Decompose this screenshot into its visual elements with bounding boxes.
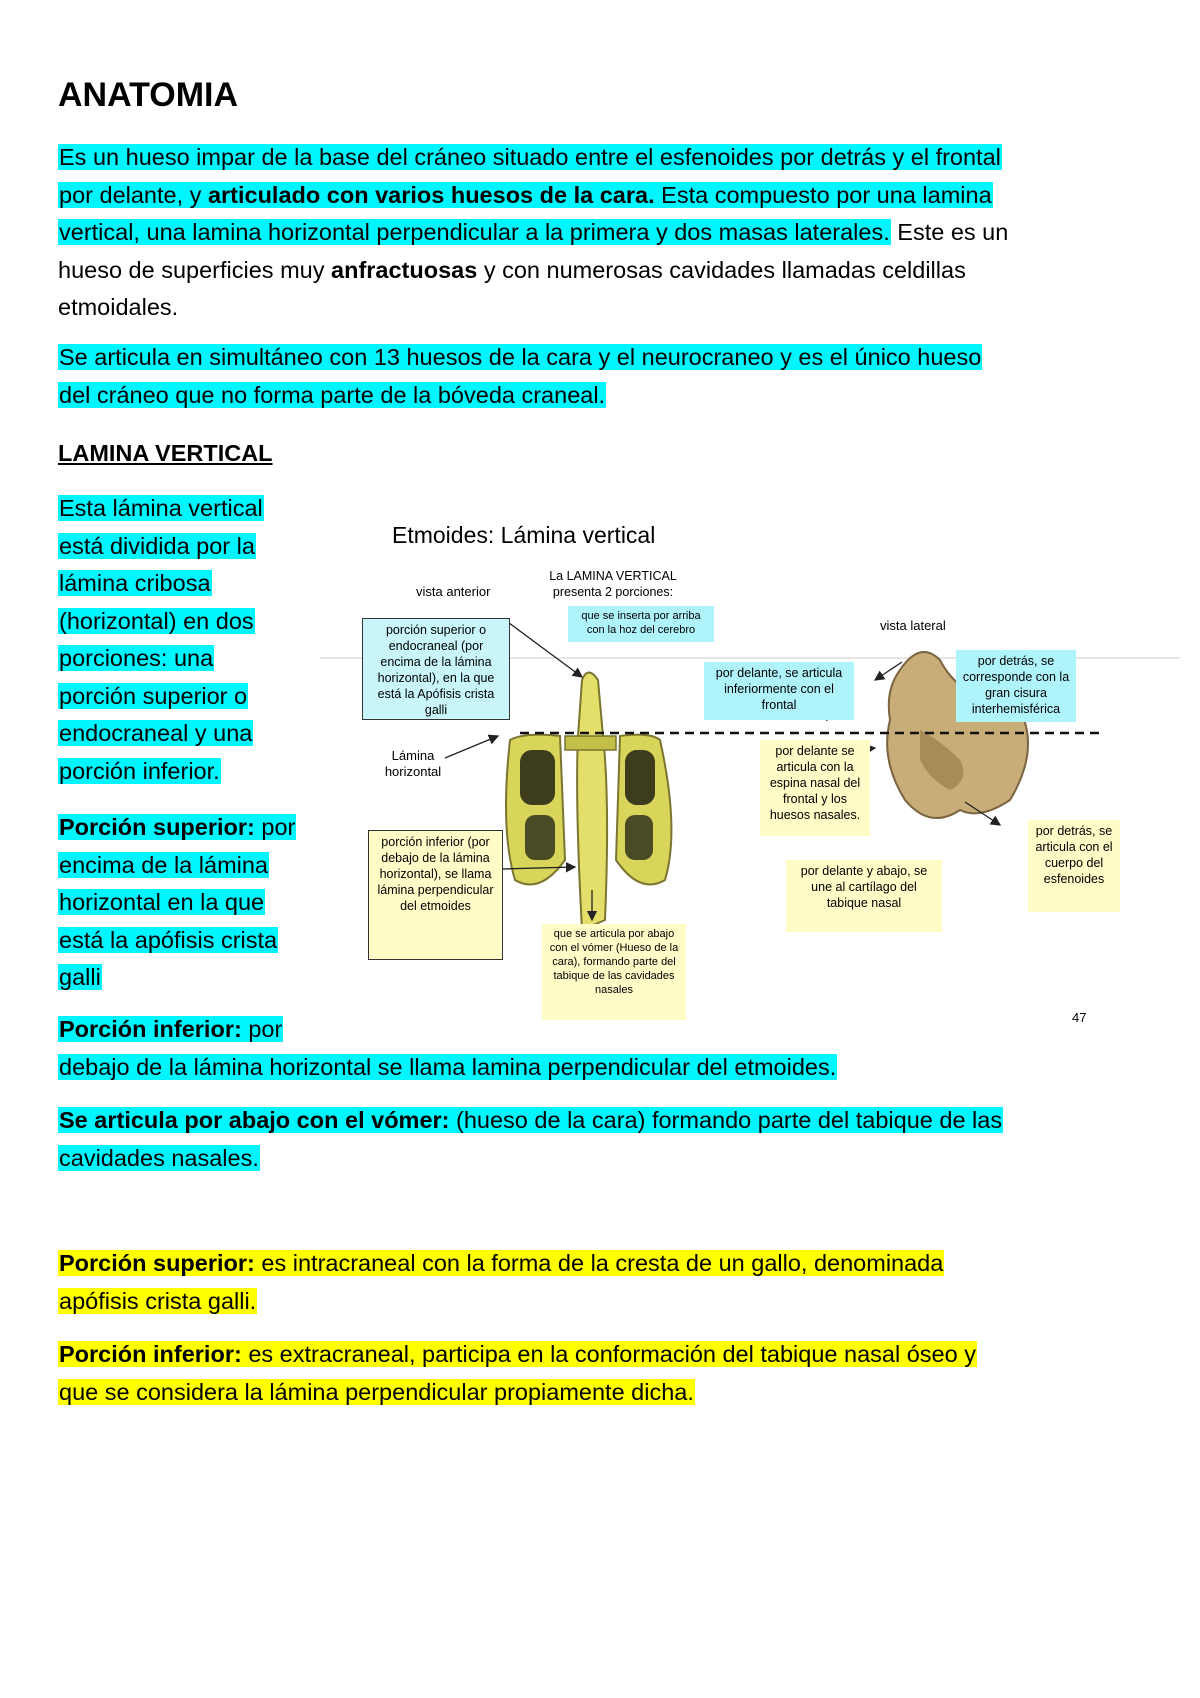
callout-por-delante-cartilago: por delante y abajo, se une al cartílago del tabique nasal: [786, 860, 942, 932]
label-presenta: La LAMINA VERTICAL presenta 2 porciones:: [549, 569, 677, 599]
porcion-superior-description: Porción superior: por encima de la lámina horizontal en la que está la apófisis crista galli: [59, 814, 296, 990]
callout-por-delante-frontal: por delante, se articula inferiormente con el frontal: [704, 662, 854, 720]
label-vista-anterior: vista anterior: [416, 584, 491, 599]
porcion-inferior-summary: Porción inferior: es extracraneal, participa en la conformación del tabique nasal óseo y que se considera la lámina perpendicular propiamente dicha.: [59, 1341, 976, 1405]
porcion-inferior-description: Porción inferior: por debajo de la lámina horizontal se llama lamina perpendicular del etmoides.: [59, 1016, 837, 1080]
page-title: ANATOMIA: [58, 76, 239, 114]
lamina-description: Esta lámina vertical está dividida por la lámina cribosa (horizontal) en dos porciones: una porción superior o endocraneal y una porción inferior.: [59, 495, 263, 784]
section-heading-lamina-vertical: LAMINA VERTICAL: [58, 440, 273, 466]
figure-page-number: 47: [1072, 1010, 1087, 1025]
figure-title: Etmoides: Lámina vertical: [392, 522, 656, 548]
callout-por-detras-cisura: por detrás, se corresponde con la gran cisura interhemisférica: [956, 650, 1076, 722]
callout-articula-vomer: que se articula por abajo con el vómer (Hueso de la cara), formando parte del tabique de las cavidades nasales: [542, 924, 686, 1020]
anterior-view-bone: [506, 673, 671, 931]
callout-porcion-superior: porción superior o endocraneal (por encima de la lámina horizontal), en la que está la Apófisis crista galli: [362, 618, 510, 720]
etmoides-figure: [320, 500, 1180, 1030]
intro-paragraph: Es un hueso impar de la base del cráneo situado entre el esfenoides por detrás y el frontal por delante, y articulado con varios huesos de la cara. Esta compuesto por una lamina vertical, una lamina horizontal perpendicular a la primera y dos masas laterales. Este es un hueso de superficies muy anfractuosas y con numerosas cavidades llamadas celdillas etmoidales.: [58, 144, 1009, 320]
porcion-superior-summary: Porción superior: es intracraneal con la forma de la cresta de un gallo, denominada apófisis crista galli.: [59, 1250, 944, 1314]
vomer-paragraph: Se articula por abajo con el vómer: (hueso de la cara) formando parte del tabique de las cavidades nasales.: [59, 1107, 1003, 1171]
label-lamina-horizontal: Lámina horizontal: [384, 748, 442, 779]
articulation-paragraph: Se articula en simultáneo con 13 huesos de la cara y el neurocraneo y es el único hueso del cráneo que no forma parte de la bóveda craneal.: [59, 344, 982, 408]
callout-por-detras-esfenoides: por detrás, se articula con el cuerpo del esfenoides: [1028, 820, 1120, 912]
intro-bold-articulado: articulado con varios huesos de la cara.: [207, 181, 655, 208]
callout-porcion-inferior: porción inferior (por debajo de la lámina horizontal), se llama lámina perpendicular del etmoides: [368, 830, 503, 960]
intro-bold-anfractuosas: anfractuosas: [331, 256, 478, 283]
label-vista-lateral: vista lateral: [880, 618, 946, 633]
intro-highlight: Es un hueso impar de la base del cráneo situado entre el esfenoides por detrás y el frontal por delante, y articulado con varios huesos de la cara. Esta compuesto por una lamina vertical, una lamina horizontal perpendicular a la primera y dos masas laterales.: [59, 144, 1001, 245]
callout-inserta-hoz: que se inserta por arriba con la hoz del cerebro: [568, 606, 714, 642]
callout-por-delante-espina: por delante se articula con la espina nasal del frontal y los huesos nasales.: [760, 740, 870, 836]
